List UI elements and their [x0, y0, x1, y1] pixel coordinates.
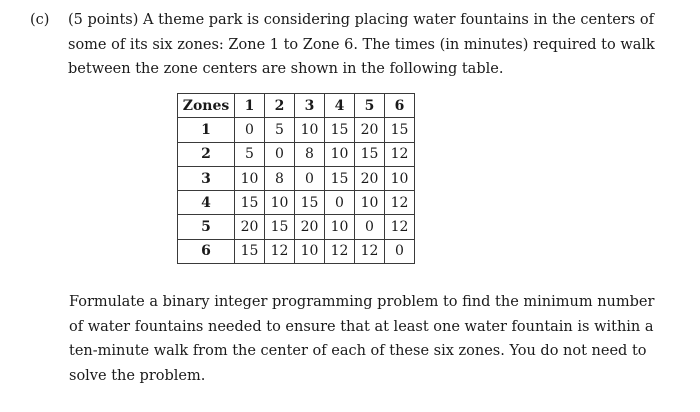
table-cell: 8 — [295, 142, 325, 166]
row-header: 4 — [178, 191, 235, 215]
column-header: 2 — [265, 94, 295, 118]
task-line-3: ten-minute walk from the center of each of these six zones. You do not need to — [69, 343, 647, 360]
column-header: 5 — [355, 94, 385, 118]
row-header: 2 — [178, 142, 235, 166]
table-cell: 10 — [385, 166, 415, 190]
table-cell: 10 — [235, 166, 265, 190]
table-cell: 15 — [235, 239, 265, 263]
task-line-2: of water fountains needed to ensure that at least one water fountain is within a — [69, 318, 654, 335]
table-cell: 20 — [355, 118, 385, 142]
task-line-1: Formulate a binary integer programming problem to find the minimum number — [69, 294, 655, 310]
table-cell: 12 — [325, 239, 355, 263]
row-header: 5 — [178, 215, 235, 239]
column-header: 6 — [385, 94, 415, 118]
walk-time-table — [177, 93, 415, 264]
row-header: 6 — [178, 239, 235, 263]
table-cell: 12 — [265, 239, 295, 263]
table-cell: 0 — [355, 215, 385, 239]
table-cell: 0 — [325, 191, 355, 215]
table-cell: 12 — [385, 142, 415, 166]
table-row — [178, 118, 415, 142]
question-intro — [30, 8, 670, 82]
intro-text-1: (5 points) A theme park is considering placing water fountains in the centers of — [68, 12, 654, 28]
table-cell: 15 — [325, 166, 355, 190]
table-cell: 10 — [295, 239, 325, 263]
table-cell: 5 — [265, 118, 295, 142]
table-cell: 0 — [235, 118, 265, 142]
table-cell: 10 — [265, 191, 295, 215]
table-row — [178, 142, 415, 166]
table-row — [178, 166, 415, 190]
column-header: 3 — [295, 94, 325, 118]
table-cell: 15 — [355, 142, 385, 166]
table-cell: 15 — [295, 191, 325, 215]
intro-line-3: between the zone centers are shown in the following table. — [68, 61, 504, 77]
table-corner-header: Zones — [178, 94, 235, 118]
intro-line-1 — [30, 8, 670, 33]
table-cell: 12 — [385, 215, 415, 239]
column-header: 1 — [235, 94, 265, 118]
table-cell: 0 — [265, 142, 295, 166]
table-header-row — [178, 94, 415, 118]
task-line-4: solve the problem. — [69, 367, 206, 384]
table-cell: 12 — [355, 239, 385, 263]
table-cell: 8 — [265, 166, 295, 190]
row-header: 3 — [178, 166, 235, 190]
table-cell: 20 — [355, 166, 385, 190]
table-cell: 0 — [295, 166, 325, 190]
table-cell: 10 — [355, 191, 385, 215]
task-paragraph — [69, 290, 669, 388]
table-cell: 10 — [295, 118, 325, 142]
table-row — [178, 191, 415, 215]
row-header: 1 — [178, 118, 235, 142]
table-cell: 15 — [265, 215, 295, 239]
table-cell: 10 — [325, 215, 355, 239]
table-row — [178, 215, 415, 239]
column-header: 4 — [325, 94, 355, 118]
table-cell: 5 — [235, 142, 265, 166]
table-cell: 20 — [235, 215, 265, 239]
table-cell: 20 — [295, 215, 325, 239]
table-cell: 10 — [325, 142, 355, 166]
table-row — [178, 239, 415, 263]
table-cell: 12 — [385, 191, 415, 215]
table-cell: 15 — [235, 191, 265, 215]
table-cell: 0 — [385, 239, 415, 263]
question-label: (c) — [30, 12, 50, 28]
intro-line-2: some of its six zones: Zone 1 to Zone 6. The times (in minutes) required to walk — [68, 36, 655, 53]
table-cell: 15 — [385, 118, 415, 142]
table-cell: 15 — [325, 118, 355, 142]
